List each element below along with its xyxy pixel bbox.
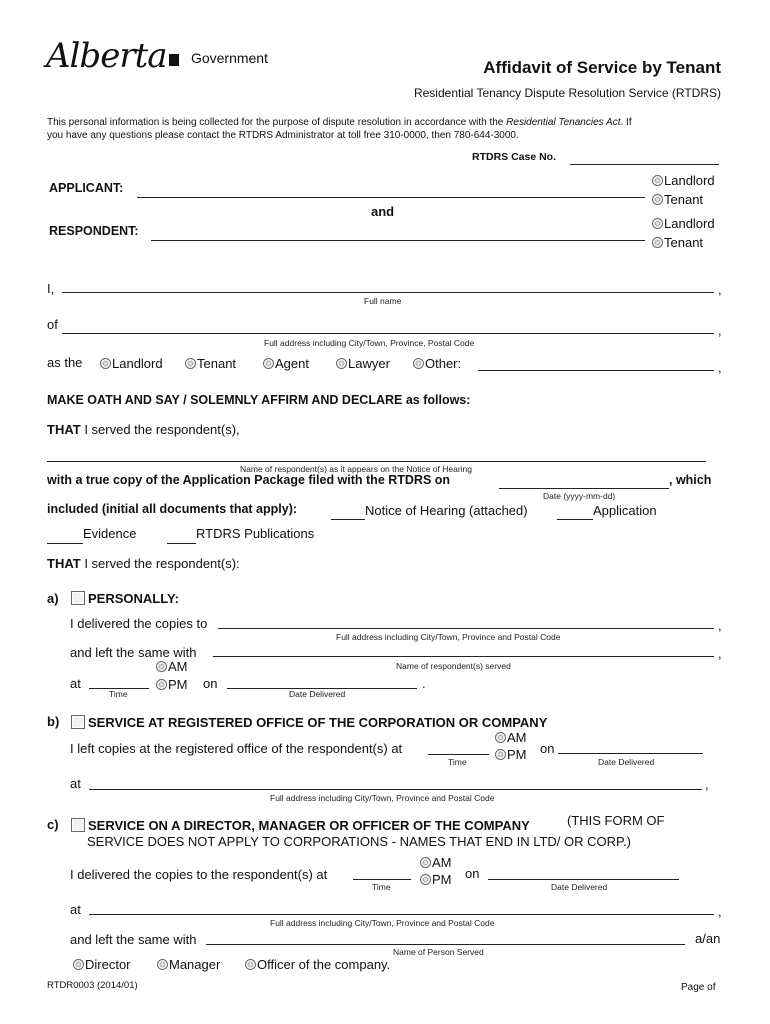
case-no-field[interactable] (570, 164, 719, 165)
respondent-field[interactable] (151, 240, 645, 241)
checkbox-icon (71, 818, 85, 832)
of-label: of (47, 317, 58, 332)
b-on-label: on (540, 741, 555, 756)
notice-initial-field[interactable] (331, 519, 365, 520)
respondent-landlord-radio[interactable]: Landlord (652, 216, 715, 231)
b-address-field[interactable] (89, 789, 702, 790)
c-date-caption: Date Delivered (551, 882, 608, 892)
b-left-copies-label: I left copies at the registered office of the respondent(s) at (70, 741, 403, 756)
radio-icon (652, 237, 663, 248)
c-on-label: on (465, 866, 480, 881)
page-title: Affidavit of Service by Tenant (483, 58, 721, 77)
radio-icon (495, 732, 506, 743)
as-other-radio[interactable]: Other: (413, 356, 461, 371)
respondent-name-caption: Name of respondent(s) as it appears on the Notice of Hearing (240, 464, 472, 474)
publications-initial-field[interactable] (167, 543, 196, 544)
radio-icon (156, 679, 167, 690)
form-code: RTDR0003 (2014/01) (47, 980, 138, 991)
included-text: included (initial all documents that apply): (47, 502, 298, 516)
application-initial-field[interactable] (557, 519, 593, 520)
a-time-caption: Time (109, 689, 128, 699)
a-address-field[interactable] (218, 628, 714, 629)
that-served-2: THAT I served the respondent(s): (47, 556, 240, 571)
which-text: , which (669, 473, 712, 487)
government-text: Government (190, 50, 268, 66)
application-label: Application (593, 503, 657, 518)
radio-icon (652, 218, 663, 229)
b-address-caption: Full address including City/Town, Province and Postal Code (270, 793, 495, 803)
radio-icon (336, 358, 347, 369)
and-label: and (371, 204, 395, 219)
that-served-1: THAT I served the respondent(s), (47, 422, 240, 437)
address-caption: Full address including City/Town, Province, Postal Code (264, 338, 475, 348)
alberta-logo (46, 36, 268, 76)
radio-icon (156, 661, 167, 672)
c-at-label: at (70, 902, 81, 917)
a-address-comma: , (718, 618, 722, 633)
c-left-with-label: and left the same with (70, 932, 197, 947)
notice-label: Notice of Hearing (attached) (365, 503, 528, 518)
a-left-with-label: and left the same with (70, 645, 197, 660)
a-on-label: on (203, 676, 218, 691)
a-period: . (422, 676, 426, 691)
respondent-label: RESPONDENT: (49, 224, 139, 238)
b-pm-radio[interactable]: PM (495, 747, 527, 762)
personally-checkbox[interactable]: PERSONALLY: (71, 591, 179, 606)
logo-mark-icon (169, 54, 179, 66)
page-subtitle: Residential Tenancy Dispute Resolution Service (RTDRS) (413, 86, 721, 100)
a-name-comma: , (718, 646, 722, 661)
checkbox-icon (71, 591, 85, 605)
c-address-field[interactable] (89, 914, 714, 915)
evidence-label: Evidence (83, 526, 137, 541)
full-name-field[interactable] (62, 292, 714, 293)
c-a-an-label: a/an (695, 931, 721, 946)
checkbox-icon (71, 715, 85, 729)
applicant-tenant-radio[interactable]: Tenant (652, 192, 703, 207)
c-person-field[interactable] (206, 944, 685, 945)
a-date-caption: Date Delivered (289, 689, 346, 699)
c-note-line1: (THIS FORM OF (567, 813, 665, 828)
other-field[interactable] (478, 370, 714, 371)
applicant-landlord-radio[interactable]: Landlord (652, 173, 715, 188)
radio-icon (100, 358, 111, 369)
full-name-caption: Full name (364, 296, 402, 306)
b-time-caption: Time (448, 757, 467, 767)
as-lawyer-radio[interactable]: Lawyer (336, 356, 390, 371)
a-pm-radio[interactable]: PM (156, 677, 188, 692)
b-am-radio[interactable]: AM (495, 730, 527, 745)
as-agent-radio[interactable]: Agent (263, 356, 309, 371)
c-am-radio[interactable]: AM (420, 855, 452, 870)
as-tenant-radio[interactable]: Tenant (185, 356, 236, 371)
true-copy-text: with a true copy of the Application Package filed with the RTDRS on (47, 473, 451, 487)
alberta-wordmark: Alberta (46, 36, 167, 76)
radio-icon (245, 959, 256, 970)
respondent-name-field[interactable] (47, 461, 706, 462)
section-a-marker: a) (47, 591, 59, 606)
a-delivered-label: I delivered the copies to (70, 616, 208, 631)
filed-date-caption: Date (yyyy-mm-dd) (543, 491, 616, 501)
applicant-label: APPLICANT: (49, 181, 124, 195)
c-director-radio[interactable]: Director (73, 957, 131, 972)
c-manager-radio[interactable]: Manager (157, 957, 220, 972)
c-date-field[interactable] (488, 879, 679, 880)
evidence-initial-field[interactable] (47, 543, 83, 544)
b-time-field[interactable] (428, 754, 489, 755)
c-note-line2: SERVICE DOES NOT APPLY TO CORPORATIONS - NAMES THAT END IN LTD/ OR CORP.) (87, 834, 631, 849)
as-landlord-radio[interactable]: Landlord (100, 356, 163, 371)
c-address-comma: , (718, 904, 722, 919)
c-time-field[interactable] (353, 879, 411, 880)
publications-label: RTDRS Publications (196, 526, 315, 541)
address-field[interactable] (62, 333, 714, 334)
page-number: Page of (681, 982, 716, 993)
c-person-caption: Name of Person Served (393, 947, 484, 957)
radio-icon (495, 749, 506, 760)
other-comma: , (718, 360, 722, 375)
address-comma: , (718, 323, 722, 338)
respondent-tenant-radio[interactable]: Tenant (652, 235, 703, 250)
c-officer-radio[interactable]: Officer of the company. (245, 957, 390, 972)
i-label: I, (47, 281, 55, 296)
a-name-caption: Name of respondent(s) served (396, 661, 511, 671)
a-at-label: at (70, 676, 81, 691)
b-at-label: at (70, 776, 81, 791)
case-no-label: RTDRS Case No. (472, 151, 557, 163)
a-am-radio[interactable]: AM (156, 659, 188, 674)
radio-icon (157, 959, 168, 970)
oath-heading: MAKE OATH AND SAY / SOLEMNLY AFFIRM AND DECLARE as follows: (47, 393, 471, 407)
b-date-field[interactable] (558, 753, 703, 754)
radio-icon (420, 857, 431, 868)
radio-icon (185, 358, 196, 369)
name-comma: , (718, 282, 722, 297)
radio-icon (263, 358, 274, 369)
privacy-notice: This personal information is being collected for the purpose of dispute resolution in accordance with the Residential Tenancies Act. If you have any questions please contact the RTDRS Administrator at toll free 310-0000, then 780-644-3000. (47, 117, 632, 141)
c-address-caption: Full address including City/Town, Province and Postal Code (270, 918, 495, 928)
b-date-caption: Date Delivered (598, 757, 655, 767)
radio-icon (652, 194, 663, 205)
a-name-field[interactable] (213, 656, 714, 657)
radio-icon (413, 358, 424, 369)
section-b-marker: b) (47, 714, 60, 729)
registered-office-checkbox[interactable]: SERVICE AT REGISTERED OFFICE OF THE CORPORATION OR COMPANY (71, 715, 547, 730)
radio-icon (73, 959, 84, 970)
c-pm-radio[interactable]: PM (420, 872, 452, 887)
director-service-checkbox[interactable]: SERVICE ON A DIRECTOR, MANAGER OR OFFICER OF THE COMPANY (71, 818, 530, 833)
filed-date-field[interactable] (499, 488, 669, 489)
a-address-caption: Full address including City/Town, Province and Postal Code (336, 632, 561, 642)
as-the-label: as the (47, 355, 83, 370)
section-c-marker: c) (47, 817, 59, 832)
radio-icon (652, 175, 663, 186)
b-comma: , (705, 777, 709, 792)
c-delivered-label: I delivered the copies to the respondent(s) at (70, 867, 328, 882)
radio-icon (420, 874, 431, 885)
applicant-field[interactable] (137, 197, 645, 198)
c-time-caption: Time (372, 882, 391, 892)
